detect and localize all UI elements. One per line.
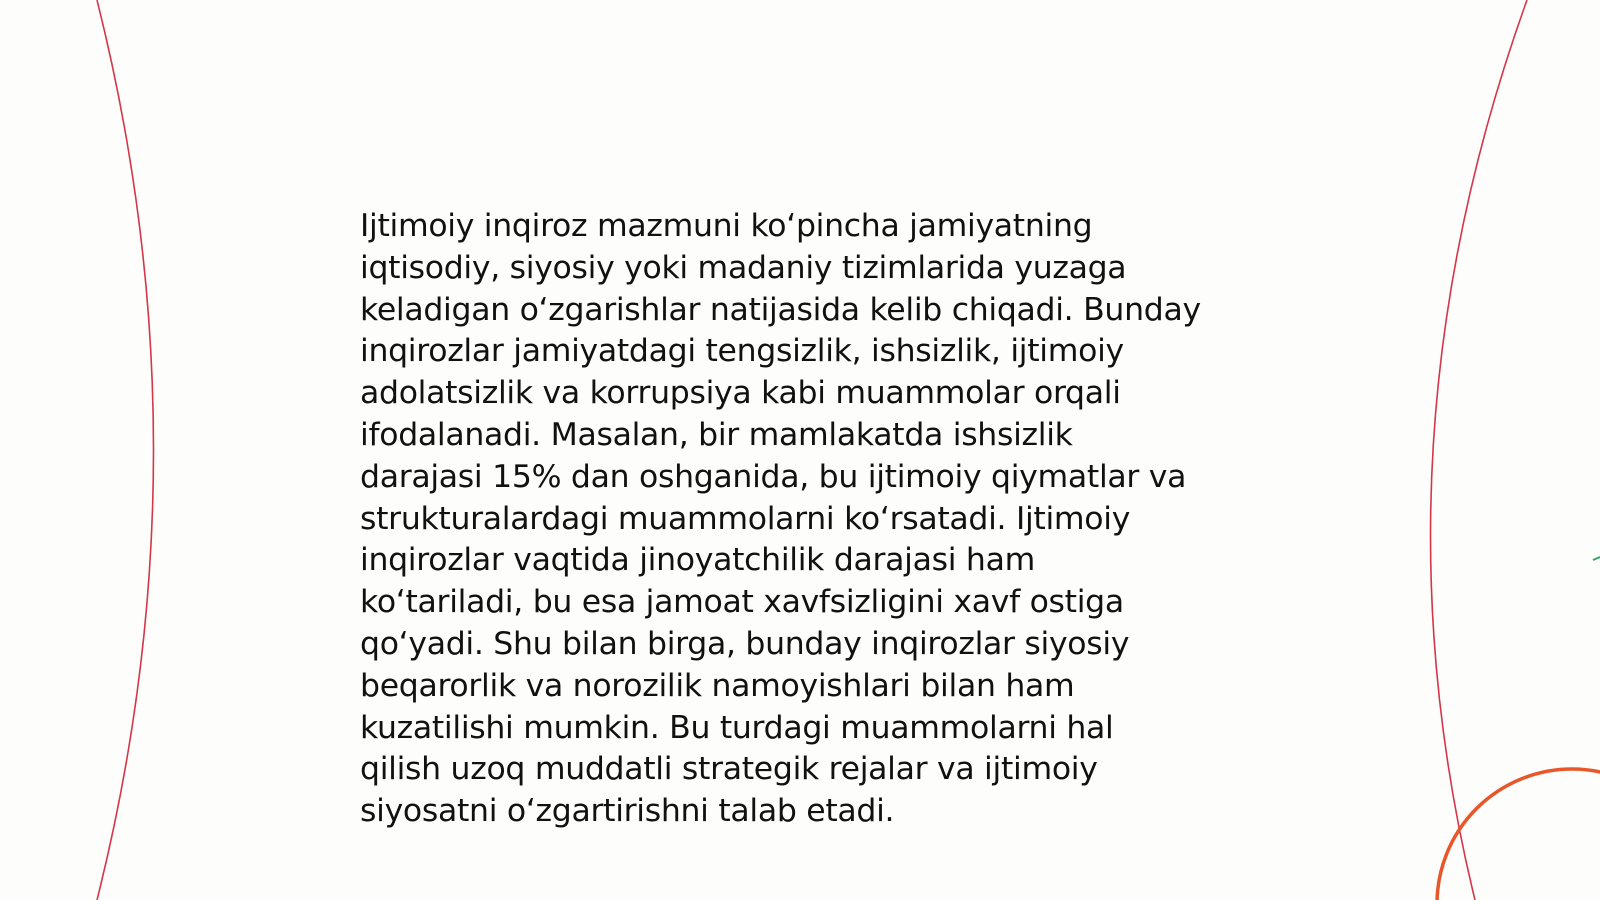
accent-circle [1437, 769, 1600, 900]
left-curve-line [97, 0, 154, 900]
body-paragraph: Ijtimoiy inqiroz mazmuni ko‘pincha jamiyatning iqtisodiy, siyosiy yoki madaniy tizimlarida yuzaga keladigan o‘zgarishlar natijasida kelib chiqadi. Bunday inqirozlar jamiyatdagi tengsizlik, ishsizlik, ijtimoiy adolatsizlik va korrupsiya kabi muammolar orqali ifodalanadi. Masalan, bir mamlakatda ishsizlik darajasi 15% dan oshganida, bu ijtimoiy qiymatlar va strukturalardagi muammolarni ko‘rsatadi. Ijtimoiy inqirozlar vaqtida jinoyatchilik darajasi ham ko‘tariladi, bu esa jamoat xavfsizligini xavf ostiga qo‘yadi. Shu bilan birga, bunday inqirozlar siyosiy beqarorlik va norozilik namoyishlari bilan ham kuzatilishi mumkin. Bu turdagi muammolarni hal qilish uzoq muddatli strategik rejalar va ijtimoiy siyosatni o‘zgartirishni talab etadi. [360, 208, 1201, 830]
right-curve-line [1431, 0, 1527, 900]
accent-green-mark [1593, 557, 1600, 560]
